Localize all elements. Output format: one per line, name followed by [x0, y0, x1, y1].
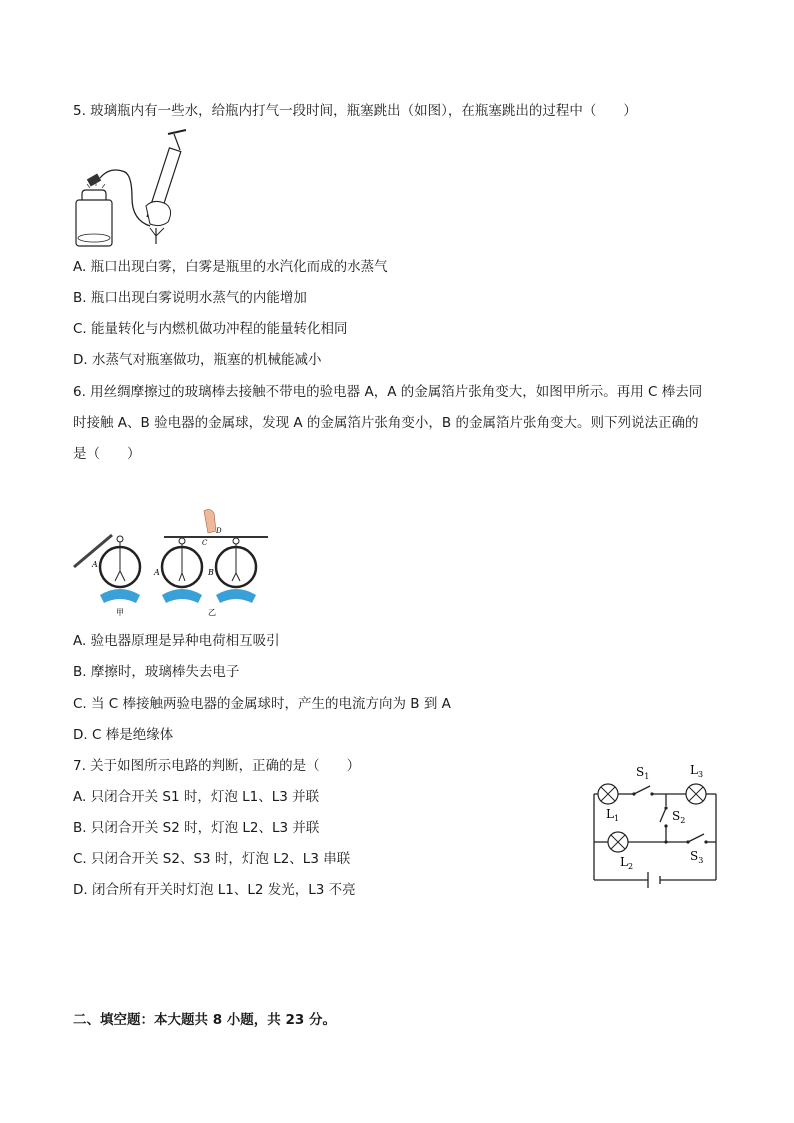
q6-stem-line-1: 6. 用丝绸摩擦过的玻璃棒去接触不带电的验电器 A，A 的金属箔片张角变大，如图甲所示。再用 C 棒去同: [73, 384, 703, 400]
q6-label-d: D: [216, 527, 222, 535]
q6-label-c: C: [202, 539, 208, 547]
q6-option-d: D. C 棒是绝缘体: [73, 727, 174, 743]
q6-stem-line-3: 是（ ）: [73, 446, 141, 462]
q7-label-l2: $L_2$: [620, 855, 634, 871]
q6-label-b: B: [208, 568, 214, 577]
q5-figure-bottle-pump: [70, 128, 200, 250]
section-2-heading: 二、填空题：本大题共 8 小题，共 23 分。: [73, 1012, 336, 1028]
q6-option-a: A. 验电器原理是异种电荷相互吸引: [73, 633, 280, 649]
q5-option-a: A. 瓶口出现白雾，白雾是瓶里的水汽化而成的水蒸气: [73, 259, 388, 275]
q6-label-yi: 乙: [208, 608, 216, 617]
q6-label-a-yi: A: [154, 568, 160, 577]
q7-option-c: C. 只闭合开关 S2、S3 时，灯泡 L2、L3 串联: [73, 851, 351, 867]
q6-option-b: B. 摩擦时，玻璃棒失去电子: [73, 664, 240, 680]
q6-figure-electroscopes: [72, 505, 272, 617]
q7-circuit-diagram: [586, 760, 726, 890]
q7-option-d: D. 闭合所有开关时灯泡 L1、L2 发光，L3 不亮: [73, 882, 356, 898]
q7-option-a: A. 只闭合开关 S1 时，灯泡 L1、L3 并联: [73, 789, 320, 805]
q7-label-s2: $S_2$: [672, 809, 686, 825]
q5-option-b: B. 瓶口出现白雾说明水蒸气的内能增加: [73, 290, 307, 306]
q5-option-c: C. 能量转化与内燃机做功冲程的能量转化相同: [73, 321, 348, 337]
q6-option-c: C. 当 C 棒接触两验电器的金属球时，产生的电流方向为 B 到 A: [73, 696, 451, 712]
q7-label-s3: $S_3$: [690, 849, 704, 865]
q7-option-b: B. 只闭合开关 S2 时，灯泡 L2、L3 并联: [73, 820, 320, 836]
q7-label-l3: $L_3$: [690, 763, 704, 779]
q7-stem: 7. 关于如图所示电路的判断，正确的是（ ）: [73, 758, 361, 774]
q7-label-l1: $L_1$: [606, 807, 620, 823]
q5-option-d: D. 水蒸气对瓶塞做功，瓶塞的机械能减小: [73, 352, 322, 368]
q7-label-s1: $S_1$: [636, 765, 650, 781]
q5-stem: 5. 玻璃瓶内有一些水，给瓶内打气一段时间，瓶塞跳出（如图），在瓶塞跳出的过程中（ ）: [73, 103, 637, 119]
q6-label-jia: 甲: [116, 608, 124, 617]
q6-label-a-jia: A: [92, 560, 98, 569]
q6-stem-line-2: 时接触 A、B 验电器的金属球，发现 A 的金属箔片张角变小，B 的金属箔片张角变大。则下列说法正确的: [73, 415, 699, 431]
